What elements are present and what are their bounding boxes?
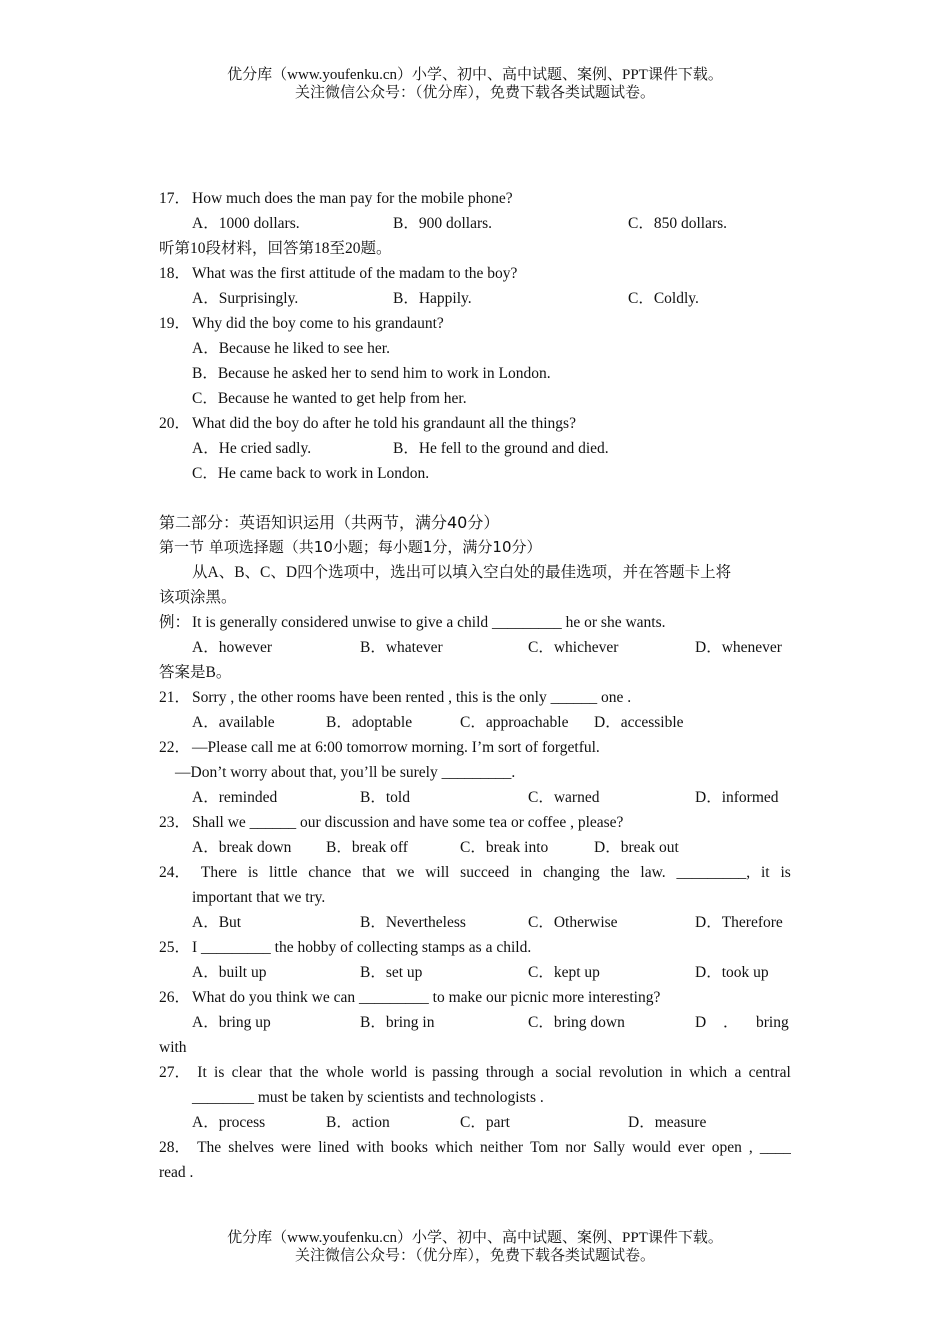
option-d: D．Therefore [695, 914, 783, 931]
option-d-letter: D [695, 1014, 707, 1031]
exam-content [159, 186, 791, 1185]
question-text-2: —Don’t worry about that, you’ll be surely _________. [175, 764, 516, 781]
option-b: B．bring in [360, 1014, 435, 1031]
word: central [748, 1064, 791, 1081]
page-footer [0, 1229, 950, 1265]
option-a: A．however [192, 639, 273, 656]
option-a: A．Surprisingly. [192, 290, 299, 307]
question-18 [159, 261, 791, 286]
word: revolution [598, 1064, 663, 1081]
option-c: C．bring down [528, 1014, 625, 1031]
question-number: 26． [159, 989, 191, 1006]
word: The [197, 1139, 222, 1156]
question-number: 20． [159, 415, 191, 432]
word: the [610, 864, 630, 881]
word: is [247, 864, 259, 881]
option-d: D．break out [594, 839, 679, 856]
question-text: What was the first attitude of the madam to the boy? [192, 265, 518, 282]
word: nor [565, 1139, 587, 1156]
option-b: B．He fell to the ground and died. [393, 440, 609, 457]
option-b: B．Happily. [393, 290, 472, 307]
options-21 [159, 710, 791, 735]
footer-line-2: 关注微信公众号：（优分库），免费下载各类试题试卷。 [294, 1248, 655, 1264]
word: Sally [593, 1139, 626, 1156]
word: books [390, 1139, 428, 1156]
word: which [435, 1139, 473, 1156]
options-17 [159, 211, 791, 236]
word: _________, [676, 864, 751, 881]
option-b: B．whatever [360, 639, 443, 656]
option-a: A．bring up [192, 1014, 271, 1031]
question-24 [159, 860, 791, 885]
options-20 [159, 436, 791, 461]
option-d: D．measure [628, 1114, 707, 1131]
word: in [520, 864, 533, 881]
word: will [425, 864, 450, 881]
word: little [269, 864, 298, 881]
word: is [414, 1064, 425, 1081]
question-text-2: read . [159, 1164, 194, 1181]
option-b: B．Nevertheless [360, 914, 466, 931]
word: Tom [530, 1139, 559, 1156]
question-text: Sorry , the other rooms have been rented , this is the only ______ one . [192, 689, 632, 706]
question-text: Shall we ______ our discussion and have some tea or coffee , please? [192, 814, 624, 831]
option-a: A．He cried sadly. [192, 440, 312, 457]
example-label: 例： [159, 614, 191, 631]
option-c: C．break into [460, 839, 549, 856]
options-24 [159, 910, 791, 935]
question-number: 25． [159, 939, 191, 956]
question-number: 23． [159, 814, 191, 831]
word: lined [318, 1139, 350, 1156]
word: ____ [759, 1139, 791, 1156]
word: law. [640, 864, 666, 881]
word: the [299, 1064, 319, 1081]
option-c: C．approachable [460, 714, 569, 731]
options-26 [159, 1010, 791, 1035]
word: a [541, 1064, 549, 1081]
header-line-1: 优分库（www.youfenku.cn）小学、初中、高中试题、案例、PPT课件下载。 [227, 67, 723, 83]
word: changing [542, 864, 600, 881]
question-text-2: important that we try. [192, 889, 326, 906]
word: it [760, 864, 770, 881]
instruction-line-1: 从A、B、C、D四个选项中，选出可以填入空白处的最佳选项，并在答题卡上将 [192, 564, 732, 581]
word: a [734, 1064, 742, 1081]
option-b: B．action [326, 1114, 390, 1131]
question-text: Why did the boy come to his grandaunt? [192, 315, 444, 332]
option-a: A．Because he liked to see her. [192, 340, 390, 357]
word: social [555, 1064, 592, 1081]
question-number: 21． [159, 689, 191, 706]
question-text-2: ________ must be taken by scientists and technologists . [192, 1089, 544, 1106]
question-19 [159, 311, 791, 336]
word: neither [480, 1139, 524, 1156]
question-27 [159, 1060, 791, 1085]
option-a: A．break down [192, 839, 292, 856]
option-a: A．built up [192, 964, 267, 981]
word: passing [432, 1064, 479, 1081]
question-23 [159, 810, 791, 835]
option-b: B．Because he asked her to send him to work in London. [192, 365, 551, 382]
word: through [485, 1064, 535, 1081]
question-number: 19． [159, 315, 191, 332]
question-17 [159, 186, 791, 211]
word: that [362, 864, 386, 881]
option-b: B．900 dollars. [393, 215, 493, 232]
word: open [711, 1139, 742, 1156]
option-d: D．informed [695, 789, 779, 806]
option-a: A．1000 dollars. [192, 215, 300, 232]
word: we [396, 864, 415, 881]
option-a: A．available [192, 714, 275, 731]
option-d: D．accessible [594, 714, 684, 731]
word: were [281, 1139, 312, 1156]
question-number: 27． [159, 1064, 191, 1081]
word: succeed [460, 864, 510, 881]
option-c: C．part [460, 1114, 510, 1131]
option-d: D．took up [695, 964, 769, 981]
option-d-dot: ． [723, 1014, 739, 1031]
option-d-continuation: with [159, 1039, 187, 1056]
word: It [197, 1064, 207, 1081]
question-22 [159, 735, 791, 760]
example-answer: 答案是B。 [159, 664, 232, 681]
word: in [669, 1064, 683, 1081]
word: would [632, 1139, 671, 1156]
word: ever [677, 1139, 705, 1156]
question-number: 18． [159, 265, 191, 282]
option-c: C．Coldly. [628, 290, 699, 307]
word: , [748, 1139, 753, 1156]
page-header [0, 66, 950, 102]
question-25 [159, 935, 791, 960]
option-c: C．whichever [528, 639, 619, 656]
question-text: What do you think we can _________ to make our picnic more interesting? [192, 989, 661, 1006]
question-28 [159, 1135, 791, 1160]
question-number: 22． [159, 739, 191, 756]
word: with [356, 1139, 384, 1156]
option-c: C．850 dollars. [628, 215, 728, 232]
question-text: I _________ the hobby of collecting stamps as a child. [192, 939, 532, 956]
question-20 [159, 411, 791, 436]
option-b: B．told [360, 789, 410, 806]
option-a: A．process [192, 1114, 266, 1131]
word: which [689, 1064, 728, 1081]
example-question [159, 610, 791, 635]
word: world [370, 1064, 408, 1081]
question-number: 28． [159, 1139, 191, 1156]
word: shelves [228, 1139, 274, 1156]
part-2-title: 第二部分：英语知识运用（共两节，满分40分） [159, 513, 500, 532]
option-a: A．But [192, 914, 242, 931]
example-options [159, 635, 791, 660]
option-b: B．adoptable [326, 714, 413, 731]
option-c: C．kept up [528, 964, 600, 981]
option-c: C．Because he wanted to get help from her. [192, 390, 467, 407]
word: chance [308, 864, 352, 881]
question-text: How much does the man pay for the mobile phone? [192, 190, 513, 207]
option-a: A．reminded [192, 789, 278, 806]
options-23 [159, 835, 791, 860]
option-d: D．whenever [695, 639, 782, 656]
option-d-text: bring [756, 1014, 789, 1031]
question-text: —Please call me at 6:00 tomorrow morning. I’m sort of forgetful. [192, 739, 600, 756]
options-25 [159, 960, 791, 985]
option-b: B．set up [360, 964, 423, 981]
option-c: C．Otherwise [528, 914, 618, 931]
question-number: 24． [159, 864, 191, 881]
header-line-2: 关注微信公众号：（优分库），免费下载各类试题试卷。 [294, 85, 655, 101]
option-c: C．warned [528, 789, 600, 806]
question-26 [159, 985, 791, 1010]
word: that [269, 1064, 293, 1081]
word: There [200, 864, 237, 881]
word: is [214, 1064, 225, 1081]
question-number: 17． [159, 190, 191, 207]
options-18 [159, 286, 791, 311]
listening-instruction: 听第10段材料，回答第18至20题。 [159, 240, 392, 257]
question-text: What did the boy do after he told his grandaunt all the things? [192, 415, 576, 432]
options-22 [159, 785, 791, 810]
option-c: C．He came back to work in London. [192, 465, 430, 482]
footer-line-1: 优分库（www.youfenku.cn）小学、初中、高中试题、案例、PPT课件下载。 [227, 1230, 723, 1246]
option-b: B．break off [326, 839, 408, 856]
options-27 [159, 1110, 791, 1135]
word: whole [325, 1064, 364, 1081]
question-text: It is generally considered unwise to give a child _________ he or she wants. [192, 614, 666, 631]
question-21 [159, 685, 791, 710]
instruction-line-2: 该项涂黑。 [159, 589, 237, 606]
word: is [780, 864, 791, 881]
word: clear [231, 1064, 262, 1081]
section-1-title: 第一节 单项选择题（共10小题；每小题1分，满分10分） [159, 538, 542, 556]
